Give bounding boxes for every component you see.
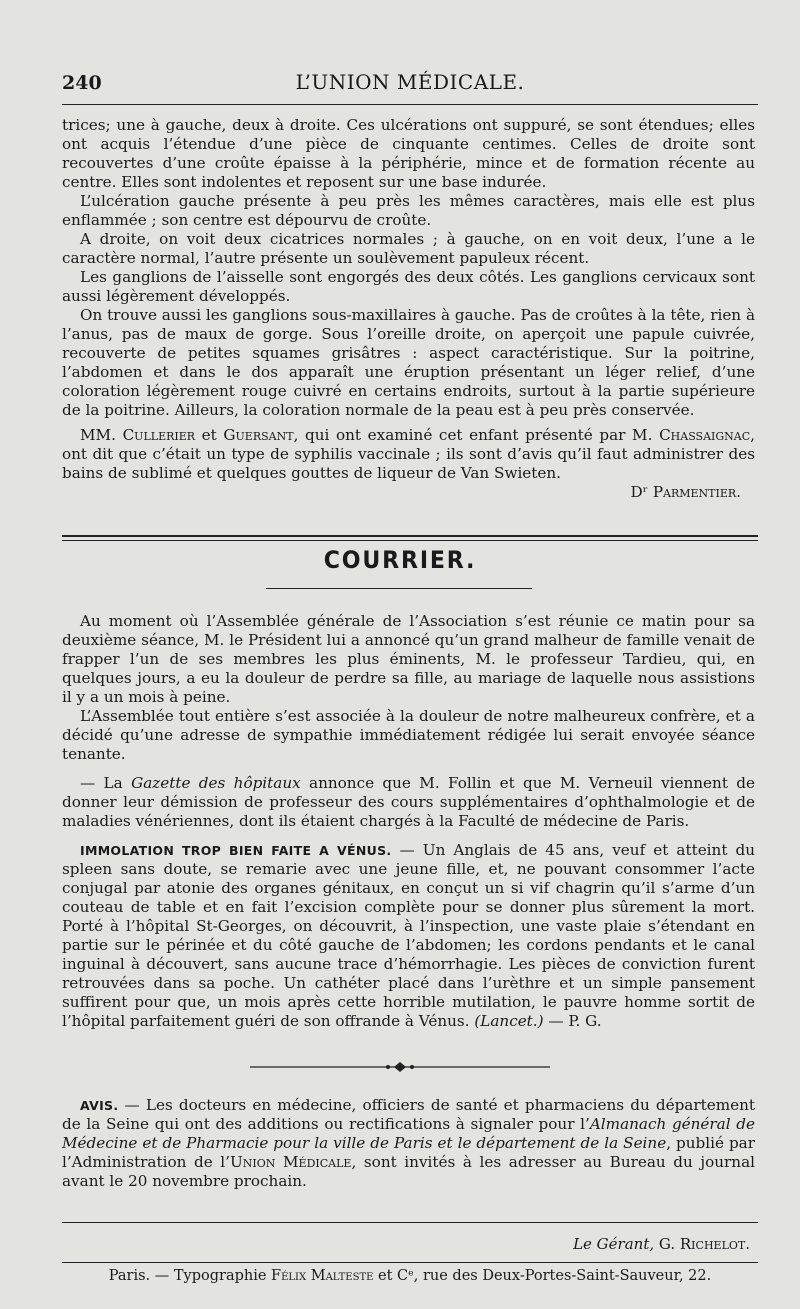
article-paragraph: A droite, on voit deux cicatrices normales ; à gauche, on en voit deux, l’une a le caractère normal, l’autre présente un soulèvement papuleux récent. xyxy=(62,230,755,267)
article-conclusion: MM. Cullerier et Guersant, qui ont examiné cet enfant présenté par M. Chassaignac, ont dit que c’était un type de syphilis vaccinale ; ils sont d’avis qu’il faut administrer des bains de sublimé et quelques gouttes de liqueur de Van Swieten. xyxy=(62,426,755,482)
article-paragraph: On trouve aussi les ganglions sous-maxillaires à gauche. Pas de croûtes à la tête, rien à l’anus, pas de maux de gorge. Sous l’oreille droite, on aperçoit une papule cuivrée, recouverte de petites squames grisâtres : aspect caractéristique. Sur la poitrine, l’abdomen et dans le dos apparaît une éruption présentant un léger relief, d’une coloration légèrement rouge cuivré en certains endroits, surtout à la partie supérieure de la poitrine. Ailleurs, la coloration normale de la peau est à peu près conservée. xyxy=(62,306,755,419)
title-underline xyxy=(266,588,532,589)
printer-imprint: Paris. — Typographie Félix Malteste et Cᵉ, rue des Deux-Portes-Saint-Sauveur, 22. xyxy=(108,1268,712,1284)
news-heading: IMMOLATION TROP BIEN FAITE A VÉNUS. xyxy=(80,843,392,858)
avis-block xyxy=(62,1096,755,1191)
section-rule xyxy=(62,540,758,541)
physician-name: Cullerier xyxy=(122,426,196,444)
journal-title: L’UNION MÉDICALE. xyxy=(295,70,525,94)
ornament-divider xyxy=(250,1060,550,1074)
section-rule xyxy=(62,535,758,537)
page-number: 240 xyxy=(62,72,102,94)
footer-rule xyxy=(62,1222,758,1223)
author-signature: Dʳ Parmentier. xyxy=(630,483,741,501)
news-paragraph: IMMOLATION TROP BIEN FAITE A VÉNUS. — Un Anglais de 45 ans, veuf et atteint du spleen sans doute, se remarie avec une jeune fille, et, ne pouvant consommer l’acte conjugal par atonie des organes génitaux, en conçut un si vif chagrin qu’il s’arme d’un couteau de table et en fait l’excision complète pour se donner plus sûrement la mort. Porté à l’hôpital St-Georges, on découvrit, à l’inspection, une vaste plaie s’étendant en partie sur le périnée et du côté gauche de l’abdomen; les cordons pendants et le canal inguinal à découvert, sans aucune trace d’hémorrhagie. Les pièces de conviction furent retrouvées dans sa poche. Un cathéter placé dans l’urèthre et un simple pansement suffirent pour que, un mois après cette horrible mutilation, le pauvre homme sortit de l’hôpital parfaitement guéri de son offrande à Vénus. (Lancet.) — P. G. xyxy=(62,841,755,1030)
page-header xyxy=(60,70,760,98)
news-paragraph: L’Assemblée tout entière s’est associée à la douleur de notre malheureux confrère, et a décidé qu’une adresse de sympathie immédiatement rédigée lui serait envoyée séance tenante. xyxy=(62,707,755,763)
gerant-signature: Le Gérant, G. Richelot. xyxy=(573,1235,750,1253)
section-title: COURRIER. xyxy=(323,546,477,574)
header-rule xyxy=(62,104,758,105)
news-paragraph: — La Gazette des hôpitaux annonce que M. Follin et que M. Verneuil viennent de donner leur démission de professeur des cours supplémentaires d’ophthalmologie et de maladies vénériennes, dont ils étaient chargés à la Faculté de médecine de Paris. xyxy=(62,774,755,830)
physician-name: Guersant xyxy=(223,426,294,444)
article-body xyxy=(62,116,755,502)
footer-rule xyxy=(62,1262,758,1263)
courrier-body xyxy=(62,612,755,1031)
avis-heading: AVIS. xyxy=(80,1098,119,1113)
article-paragraph: Les ganglions de l’aisselle sont engorgés des deux côtés. Les ganglions cervicaux sont aussi légèrement développés. xyxy=(62,268,755,305)
news-paragraph: Au moment où l’Assemblée générale de l’Association s’est réunie ce matin pour sa deuxième séance, M. le Président lui a annoncé qu’un grand malheur de famille venait de frapper l’un de ses membres les plus éminents, M. le professeur Tardieu, qui, en quelques jours, a eu la douleur de perdre sa fille, au mariage de laquelle nous assistions il y a un mois à peine. xyxy=(62,612,755,706)
physician-name: Chassaignac xyxy=(659,426,751,444)
avis-paragraph: AVIS. — Les docteurs en médecine, officiers de santé et pharmaciens du département de la Seine qui ont des additions ou rectifications à signaler pour l’Almanach général de Médecine et de Pharmacie pour la ville de Paris et le département de la Seine, publié par l’Administration de l’Union Médicale, sont invités à les adresser au Bureau du journal avant le 20 novembre prochain. xyxy=(62,1096,756,1190)
article-paragraph: L’ulcération gauche présente à peu près les mêmes caractères, mais elle est plus enflammée ; son centre est dépourvu de croûte. xyxy=(62,192,755,229)
article-paragraph: trices; une à gauche, deux à droite. Ces ulcérations ont suppuré, se sont étendues; elles ont acquis l’étendue d’une pièce de cinquante centimes. Celles de droite sont recouvertes d’une croûte épaisse à la périphérie, mince et de formation récente au centre. Elles sont indolentes et reposent sur une base indurée. xyxy=(62,116,755,191)
